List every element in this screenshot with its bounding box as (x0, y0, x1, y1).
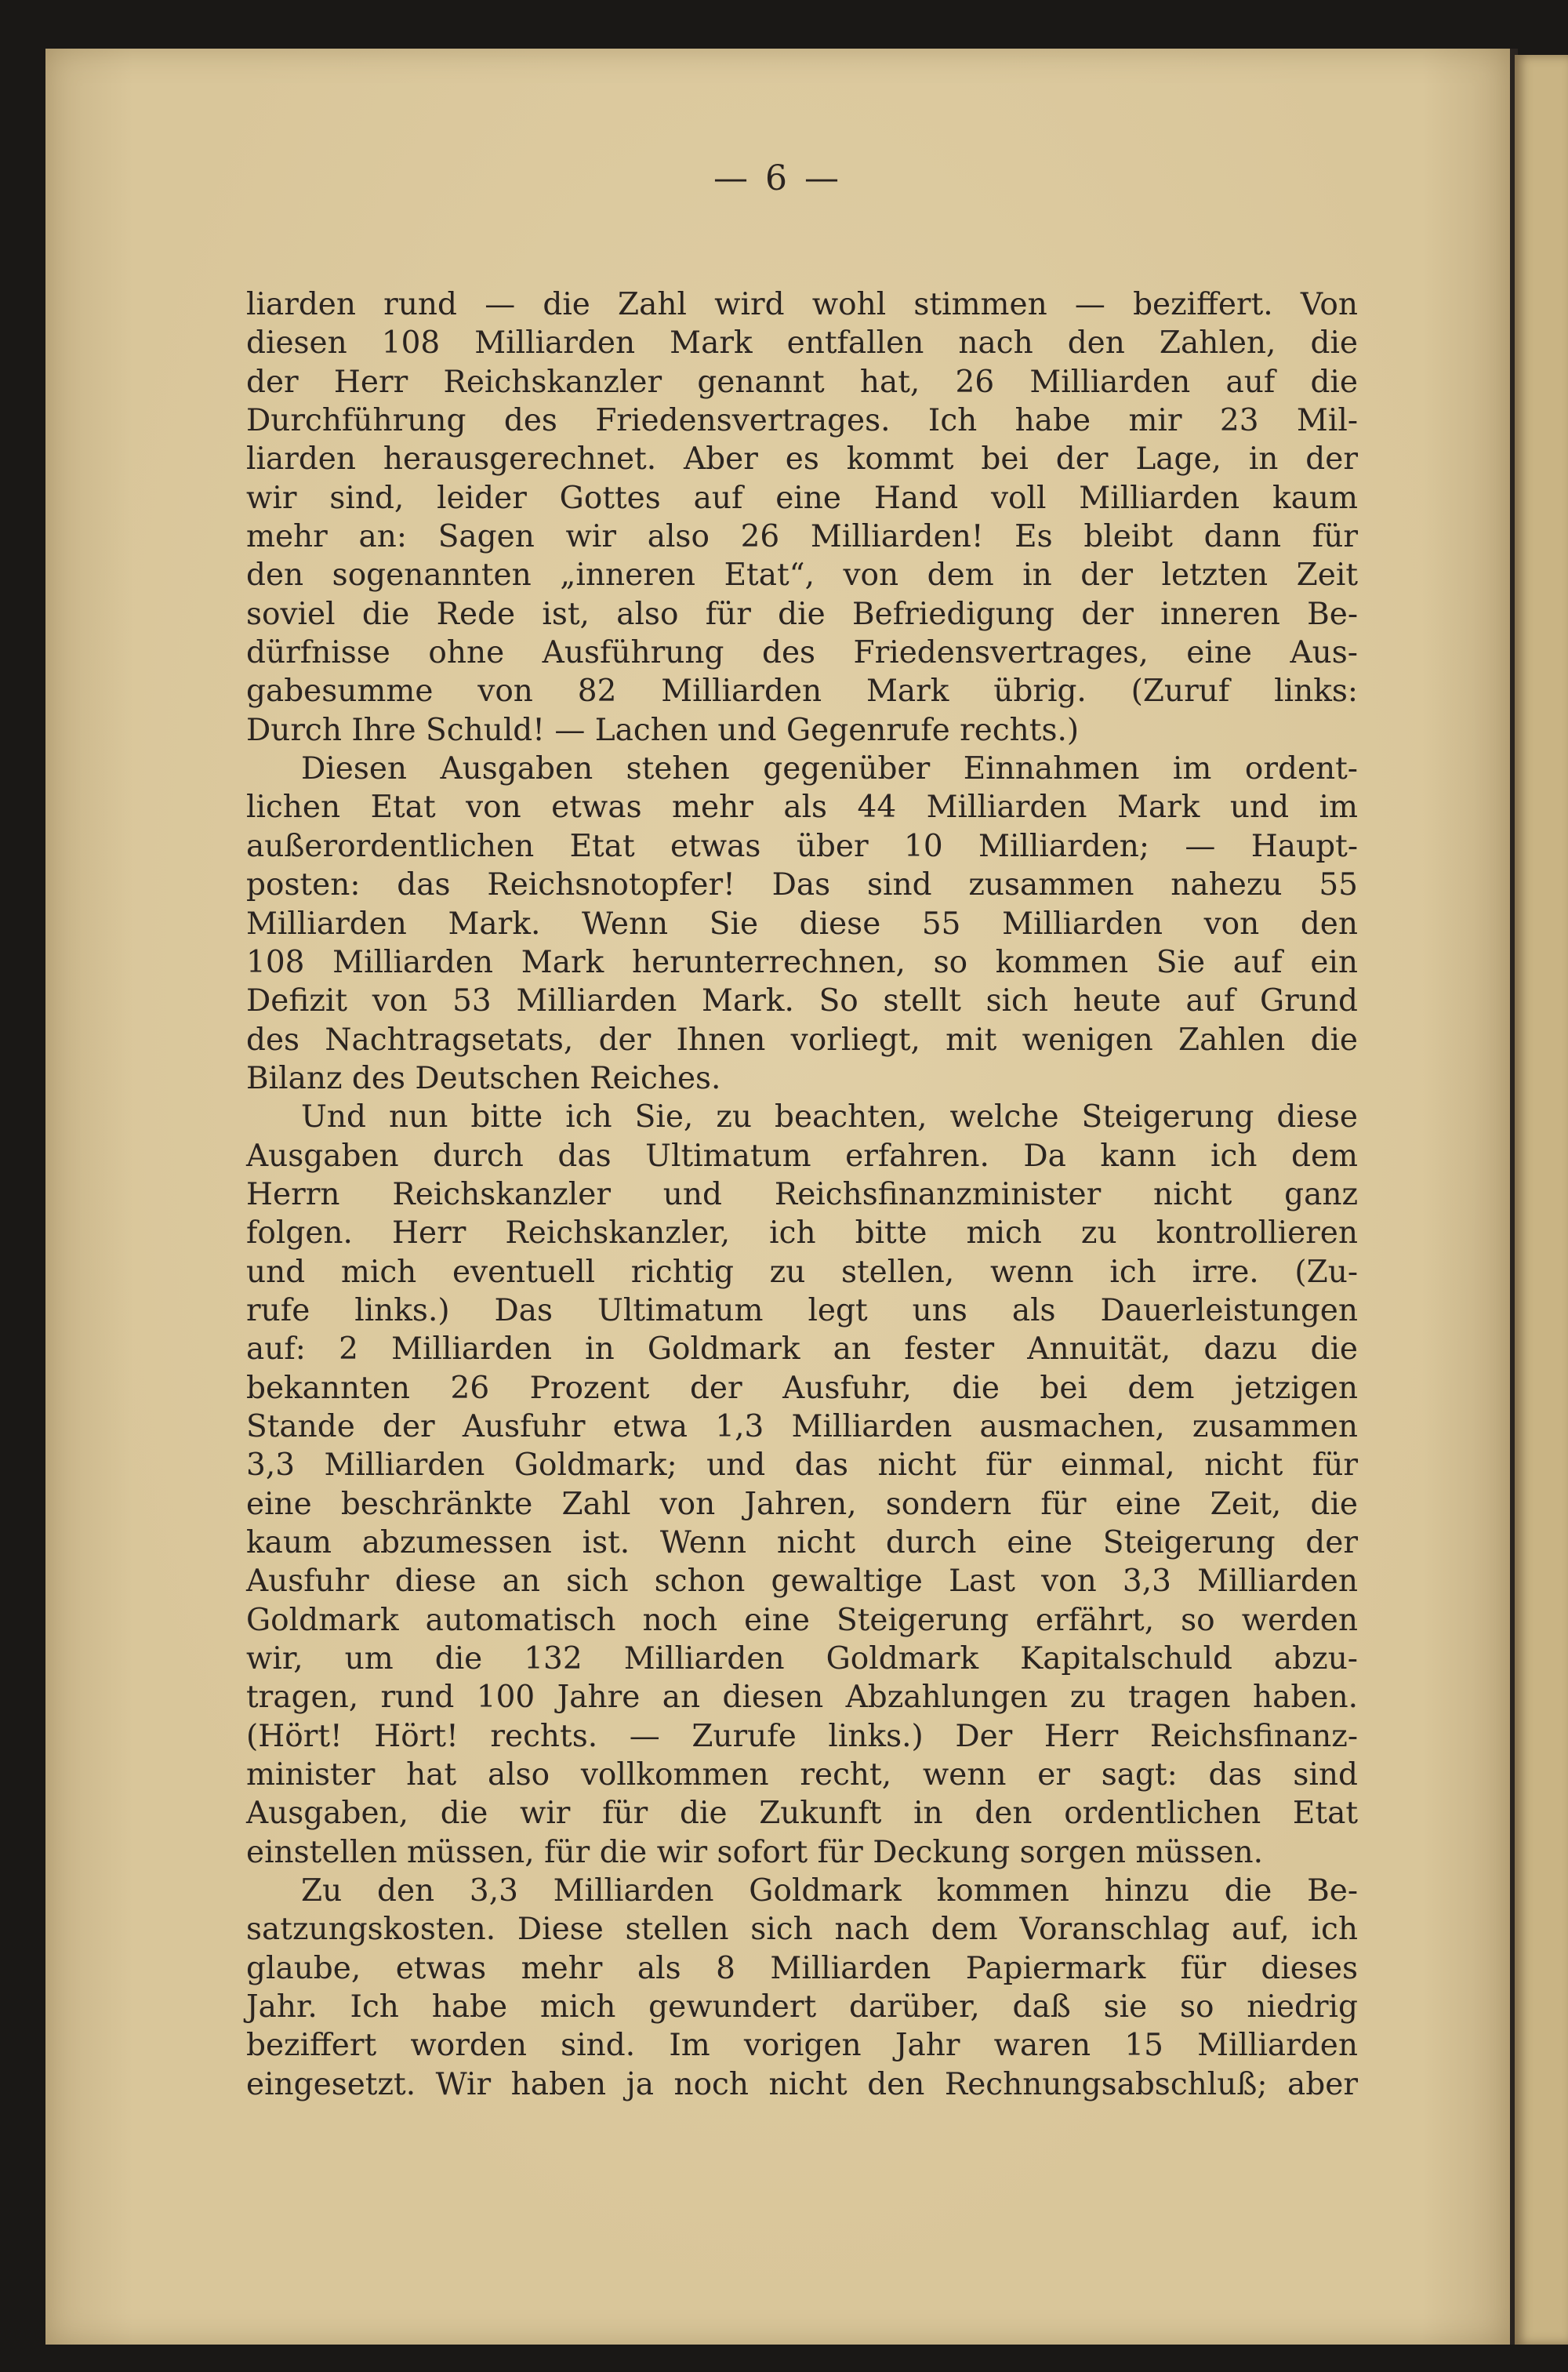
text-line: rufe links.) Das Ultimatum legt uns als Dauerleistungen (246, 1292, 1358, 1328)
text-line: beziffert worden sind. Im vorigen Jahr waren 15 Milliarden (246, 2028, 1358, 2064)
text-line: minister hat also vollkommen recht, wenn er sagt: das sind (246, 1757, 1358, 1793)
text-line: soviel die Rede ist, also für die Befriedigung der inneren Be- (246, 596, 1358, 632)
text-line: Und nun bitte ich Sie, zu beachten, welche Steigerung diese (301, 1099, 1358, 1135)
text-line: einstellen müssen, für die wir sofort für Deckung sorgen müssen. (246, 1834, 1264, 1870)
text-line: Jahr. Ich habe mich gewundert darüber, daß sie so niedrig (246, 1989, 1358, 2025)
adjacent-page-edge (1515, 55, 1568, 2345)
document-page (45, 49, 1510, 2345)
text-line: wir, um die 132 Milliarden Goldmark Kapitalschuld abzu- (246, 1641, 1358, 1677)
page-number: — 6 — (713, 158, 842, 198)
text-line: der Herr Reichskanzler genannt hat, 26 Milliarden auf die (246, 364, 1358, 400)
text-line: Zu den 3,3 Milliarden Goldmark kommen hinzu die Be- (301, 1873, 1358, 1909)
text-line: Ausgaben durch das Ultimatum erfahren. Da kann ich dem (246, 1138, 1358, 1174)
text-line: folgen. Herr Reichskanzler, ich bitte mich zu kontrollieren (246, 1215, 1358, 1251)
text-line: lichen Etat von etwas mehr als 44 Milliarden Mark und im (246, 790, 1358, 826)
text-line: und mich eventuell richtig zu stellen, wenn ich irre. (Zu- (246, 1254, 1358, 1290)
text-line: außerordentlichen Etat etwas über 10 Milliarden; — Haupt- (246, 828, 1358, 864)
text-line: des Nachtragsetats, der Ihnen vorliegt, mit wenigen Zahlen die (246, 1022, 1358, 1058)
body-text (246, 285, 1358, 2104)
text-line: satzungskosten. Diese stellen sich nach dem Voranschlag auf, ich (246, 1912, 1358, 1948)
text-line: (Hört! Hört! rechts. — Zurufe links.) Der Herr Reichsfinanz- (246, 1718, 1358, 1754)
text-line: Ausfuhr diese an sich schon gewaltige Last von 3,3 Milliarden (246, 1564, 1358, 1600)
text-line: auf: 2 Milliarden in Goldmark an fester Annuität, dazu die (246, 1331, 1358, 1368)
text-line: dürfnisse ohne Ausführung des Friedensvertrages, eine Aus- (246, 635, 1358, 671)
text-line: wir sind, leider Gottes auf eine Hand voll Milliarden kaum (246, 480, 1358, 516)
text-line: tragen, rund 100 Jahre an diesen Abzahlungen zu tragen haben. (246, 1680, 1358, 1716)
text-line: kaum abzumessen ist. Wenn nicht durch eine Steigerung der (246, 1525, 1358, 1560)
text-line: bekannten 26 Prozent der Ausfuhr, die bei dem jetzigen (246, 1370, 1358, 1406)
text-line: Diesen Ausgaben stehen gegenüber Einnahmen im ordent- (301, 751, 1358, 787)
text-line: 108 Milliarden Mark herunterrechnen, so kommen Sie auf ein (246, 944, 1358, 980)
text-line: Durch Ihre Schuld! — Lachen und Gegenrufe rechts.) (246, 712, 1080, 748)
text-line: eingesetzt. Wir haben ja noch nicht den Rechnungsabschluß; aber (246, 2066, 1358, 2102)
text-line: posten: das Reichsnotopfer! Das sind zusammen nahezu 55 (246, 867, 1358, 903)
text-line: eine beschränkte Zahl von Jahren, sondern für eine Zeit, die (246, 1486, 1358, 1522)
text-line: liarden herausgerechnet. Aber es kommt bei der Lage, in der (246, 441, 1358, 478)
text-line: diesen 108 Milliarden Mark entfallen nach den Zahlen, die (246, 325, 1358, 361)
text-line: liarden rund — die Zahl wird wohl stimmen — beziffert. Von (246, 287, 1358, 322)
text-line: mehr an: Sagen wir also 26 Milliarden! Es bleibt dann für (246, 519, 1358, 555)
text-line: Bilanz des Deutschen Reiches. (246, 1060, 721, 1096)
text-line: gabesumme von 82 Milliarden Mark übrig. (Zuruf links: (246, 674, 1358, 710)
text-line: 3,3 Milliarden Goldmark; und das nicht für einmal, nicht für (246, 1448, 1358, 1484)
text-line: Milliarden Mark. Wenn Sie diese 55 Milliarden von den (246, 906, 1358, 942)
text-line: Durchführung des Friedensvertrages. Ich habe mir 23 Mil- (246, 403, 1358, 439)
text-line: Defizit von 53 Milliarden Mark. So stellt sich heute auf Grund (246, 983, 1358, 1019)
text-line: Ausgaben, die wir für die Zukunft in den ordentlichen Etat (246, 1796, 1358, 1832)
text-line: den sogenannten „inneren Etat“, von dem in der letzten Zeit (246, 558, 1358, 594)
text-line: Herrn Reichskanzler und Reichsfinanzminister nicht ganz (246, 1176, 1358, 1212)
text-line: Stande der Ausfuhr etwa 1,3 Milliarden ausmachen, zusammen (246, 1408, 1358, 1444)
text-line: Goldmark automatisch noch eine Steigerung erfährt, so werden (246, 1602, 1358, 1638)
text-line: glaube, etwas mehr als 8 Milliarden Papiermark für dieses (246, 1950, 1358, 1986)
